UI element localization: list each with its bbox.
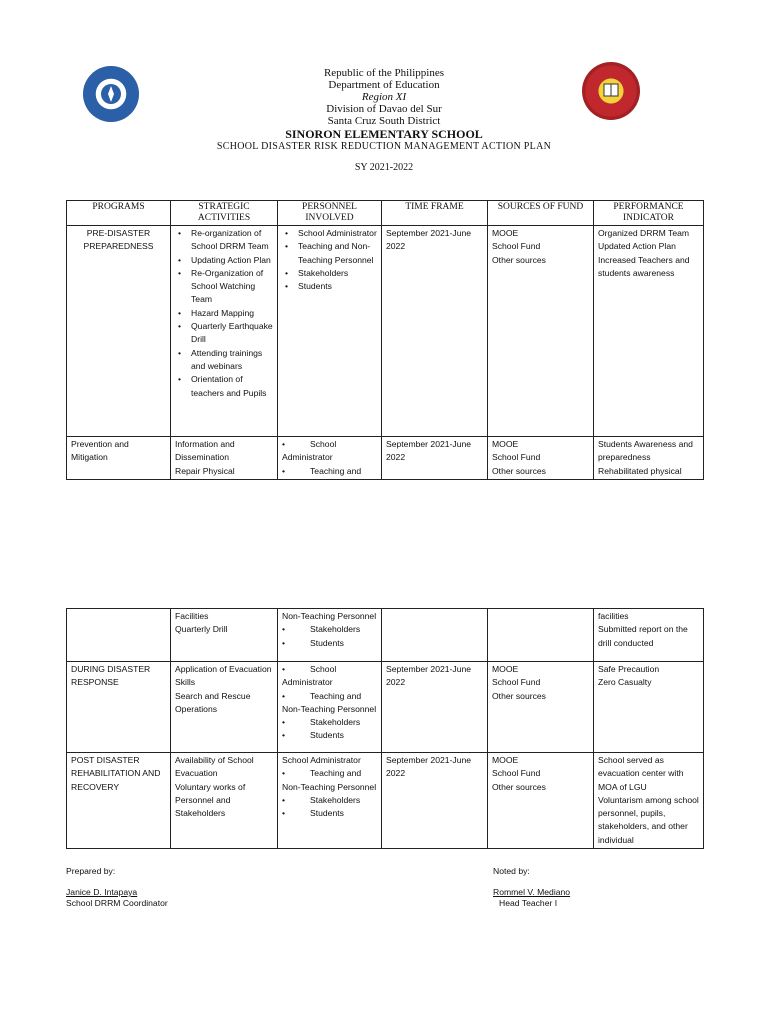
fund-line: School Fund [492,452,541,463]
time-frame-cell: September 2021-June 2022 [382,437,488,480]
noted-by-title: Head Teacher I [499,898,558,908]
table-row-post-disaster [67,753,704,849]
list-item: • Teaching and Non-Teaching Personnel [298,240,377,267]
indicator-line: Safe Precaution [598,664,660,674]
republic-line: Republic of the Philippines [323,67,445,79]
list-item: • Quarterly Earthquake Drill [191,320,273,347]
indicator-cell [594,609,704,662]
list-item: • Updating Action Plan [191,254,273,267]
indicator-cell [594,753,704,849]
personnel-cell [278,753,382,849]
list-item: • School Administrator [282,439,337,463]
col-indicator: PERFORMANCE INDICATOR [594,201,704,226]
time-frame-cell: September 2021-June 2022 [382,662,488,753]
fund-line: Other sources [492,781,546,792]
funds-cell [488,753,594,849]
list-item: • Stakeholders [282,794,361,805]
school-name: SINORON ELEMENTARY SCHOOL [285,127,483,141]
indicator-line: Rehabilitated physical [598,465,682,476]
funds-cell [488,609,594,662]
activity-line: Application of Evacuation Skills [175,664,272,688]
list-item: • Students [298,280,377,293]
noted-by-name: Rommel V. Mediano [493,887,571,897]
activities-cell [171,753,278,849]
indicator-cell [594,662,704,753]
division-line: Division of Davao del Sur [326,103,442,115]
indicator-cell [594,437,704,480]
indicator-line: Organized DRRM Team [598,228,690,238]
program-cell: PRE-DISASTER PREPAREDNESS [67,226,171,437]
list-item: • School Administrator [298,227,377,240]
department-line: Department of Education [328,79,440,91]
activity-line: Facilities [175,611,209,621]
col-activities: STRATEGIC ACTIVITIES [171,201,278,226]
list-item: • Teaching and Non-Teaching Personnel [282,690,377,714]
activity-line: Voluntary works of Personnel and Stakeholders [175,781,246,819]
fund-line: School Fund [492,677,541,688]
list-item: • Students [282,808,344,819]
action-plan-table-part-1 [66,200,704,480]
table-header-row [67,201,704,226]
list-item: • Stakeholders [298,267,377,280]
fund-line: School Fund [492,768,541,779]
list-item: • Orientation of teachers and Pupils [191,373,273,400]
noted-by-label: Noted by: [493,866,530,876]
personnel-line: Non-Teaching Personnel [282,611,377,621]
prepared-by-title: School DRRM Coordinator [66,898,168,908]
personnel-cell [278,609,382,662]
funds-cell [488,226,594,437]
personnel-cell [278,226,382,437]
activities-cell [171,609,278,662]
indicator-line: Zero Casualty [598,677,652,688]
fund-line: MOOE [492,439,519,449]
activities-cell [171,437,278,480]
fund-line: MOOE [492,664,519,674]
col-personnel: PERSONNEL INVOLVED [278,201,382,226]
fund-line: Other sources [492,465,546,476]
fund-line: MOOE [492,228,519,238]
table-row-prevention [67,437,704,480]
col-time-frame: TIME FRAME [382,201,488,226]
fund-line: Other sources [492,690,546,701]
funds-cell [488,437,594,480]
indicator-line: Students Awareness and preparedness [598,439,693,463]
list-item: • Stakeholders [282,624,361,635]
activity-line: Availability of School Evacuation [175,755,254,779]
time-frame-cell: September 2021-June 2022 [382,753,488,849]
list-item: • Students [282,730,344,741]
time-frame-cell [382,609,488,662]
fund-line: Other sources [492,254,546,265]
list-item: • Hazard Mapping [191,307,273,320]
table-row-pre-disaster [67,226,704,437]
activities-cell [171,226,278,437]
district-line: Santa Cruz South District [327,115,441,127]
table-row-prevention-continued [67,609,704,662]
col-programs: PROGRAMS [67,201,171,226]
personnel-line: School Administrator [282,755,361,765]
activity-line: Repair Physical [175,465,235,476]
activity-line: Quarterly Drill [175,624,228,635]
time-frame-cell: September 2021-June 2022 [382,226,488,437]
list-item: • Teaching and [282,465,362,476]
indicator-line: Updated Action Plan [598,241,676,252]
personnel-cell [278,662,382,753]
personnel-cell [278,437,382,480]
indicator-line: Submitted report on the drill conducted [598,624,688,648]
list-item: • Attending trainings and webinars [191,347,273,374]
program-cell: DURING DISASTER RESPONSE [67,662,171,753]
list-item: • Stakeholders [282,717,361,728]
list-item: • Re-Organization of School Watching Team [191,267,273,307]
indicator-line: Increased Teachers and students awareness [598,254,690,278]
table-row-during-disaster [67,662,704,753]
action-plan-table-part-2 [66,608,704,849]
program-cell [67,609,171,662]
list-item: • Teaching and Non-Teaching Personnel [282,768,377,792]
fund-line: MOOE [492,755,519,765]
list-item: • Students [282,637,344,648]
funds-cell [488,662,594,753]
activities-cell [171,662,278,753]
activity-line: Search and Rescue Operations [175,690,251,714]
region-line: Region XI [361,91,407,103]
indicator-cell [594,226,704,437]
indicator-line: facilities [598,611,629,621]
program-cell: POST DISASTER REHABILITATION AND RECOVERY [67,753,171,849]
list-item: • School Administrator [282,664,337,688]
prepared-by-name: Janice D. Intapaya [66,887,138,897]
school-year: SY 2021-2022 [354,162,414,173]
program-cell: Prevention and Mitigation [67,437,171,480]
col-sources: SOURCES OF FUND [488,201,594,226]
indicator-line: Voluntarism among school personnel, pupils, stakeholders, and other individual [598,794,699,845]
plan-title: SCHOOL DISASTER RISK REDUCTION MANAGEMENT ACTION PLAN [216,141,552,152]
indicator-line: School served as evacuation center with MOA of LGU [598,755,684,792]
activity-line: Information and Dissemination [175,439,235,463]
prepared-by-label: Prepared by: [66,866,116,876]
list-item: • Re-organization of School DRRM Team [191,227,273,254]
fund-line: School Fund [492,241,541,252]
